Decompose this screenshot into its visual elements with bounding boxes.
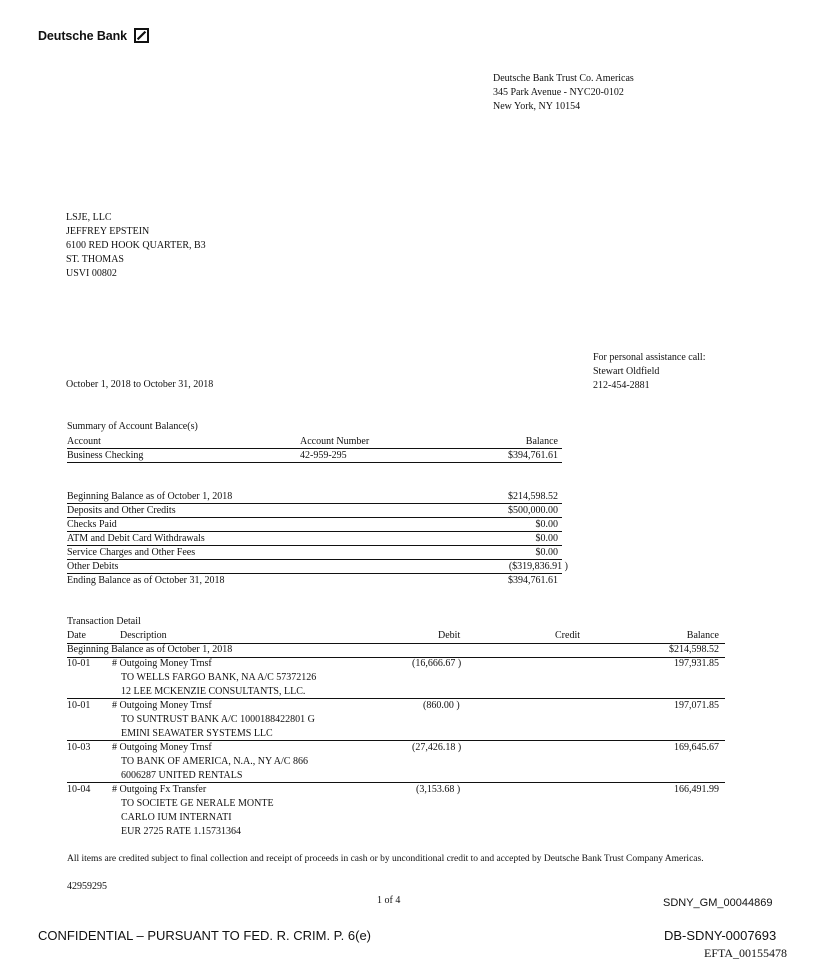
bates-number-sdny: SDNY_GM_00044869 — [663, 897, 773, 909]
assistance-line: For personal assistance call: — [593, 352, 706, 363]
transaction-description: EMINI SEAWATER SYSTEMS LLC — [121, 728, 273, 739]
transaction-description: TO SOCIETE GE NERALE MONTE — [121, 798, 274, 809]
balance-row — [67, 546, 562, 560]
balance-label: Deposits and Other Credits — [67, 505, 176, 516]
balance-amount: ($319,836.91 ) — [508, 561, 568, 572]
balance-amount: $500,000.00 — [508, 505, 558, 516]
balance-row — [67, 504, 562, 518]
balance-row — [67, 490, 562, 504]
transaction-description: # Outgoing Money Trnsf — [112, 658, 212, 669]
transaction-header-date: Date — [67, 630, 86, 641]
transaction-description: 6006287 UNITED RENTALS — [121, 770, 243, 781]
balance-amount: $0.00 — [535, 547, 558, 558]
transaction-description: TO SUNTRUST BANK A/C 1000188422801 G — [121, 714, 315, 725]
balance-label: Ending Balance as of October 31, 2018 — [67, 575, 225, 586]
summary-account-number: 42-959-295 — [300, 450, 347, 461]
assistance-line: 212-454-2881 — [593, 380, 650, 391]
recipient-line: JEFFREY EPSTEIN — [66, 226, 150, 237]
account-reference: 42959295 — [67, 881, 107, 892]
balance-label: Checks Paid — [67, 519, 117, 530]
bank-address-line: Deutsche Bank Trust Co. Americas — [493, 73, 634, 84]
summary-header-number: Account Number — [300, 436, 370, 447]
page-number: 1 of 4 — [377, 895, 401, 906]
transaction-debit: (3,153.68 ) — [416, 784, 461, 795]
transaction-debit: (16,666.67 ) — [412, 658, 462, 669]
bank-logo — [38, 28, 149, 43]
balance-row — [67, 518, 562, 532]
balance-amount: $394,761.61 — [508, 575, 558, 586]
summary-balance: $394,761.61 — [508, 450, 558, 461]
balance-row — [67, 532, 562, 546]
summary-header-row — [67, 435, 562, 449]
transaction-description: CARLO IUM INTERNATI — [121, 812, 232, 823]
transaction-debit: (27,426.18 ) — [412, 742, 462, 753]
summary-title: Summary of Account Balance(s) — [67, 421, 198, 432]
beginning-balance-amount: $214,598.52 — [669, 644, 719, 655]
transaction-balance: 197,931.85 — [674, 658, 719, 669]
transaction-description: # Outgoing Money Trnsf — [112, 742, 212, 753]
transaction-header-credit: Credit — [555, 630, 580, 641]
transaction-header-debit: Debit — [438, 630, 461, 641]
balance-label: Other Debits — [67, 561, 119, 572]
summary-header-account: Account — [67, 436, 101, 447]
transaction-balance: 197,071.85 — [674, 700, 719, 711]
beginning-balance-label: Beginning Balance as of October 1, 2018 — [67, 644, 233, 655]
recipient-line: LSJE, LLC — [66, 212, 112, 223]
deutsche-bank-slash-square-icon — [134, 28, 149, 43]
balance-label: Service Charges and Other Fees — [67, 547, 196, 558]
balance-label: Beginning Balance as of October 1, 2018 — [67, 491, 233, 502]
transaction-balance: 166,491.99 — [674, 784, 719, 795]
assistance-contact — [593, 351, 705, 393]
transaction-description: TO WELLS FARGO BANK, NA A/C 57372126 — [121, 672, 317, 683]
confidential-notice: CONFIDENTIAL – PURSUANT TO FED. R. CRIM. P. 6(e) — [38, 928, 372, 943]
summary-row — [67, 449, 562, 463]
summary-header-balance: Balance — [525, 436, 558, 447]
balance-label: ATM and Debit Card Withdrawals — [67, 533, 205, 544]
transaction-description: EUR 2725 RATE 1.15731364 — [121, 826, 241, 837]
balance-row — [67, 574, 562, 587]
balance-amount: $0.00 — [535, 519, 558, 530]
balance-amount: $0.00 — [535, 533, 558, 544]
transaction-description: TO BANK OF AMERICA, N.A., NY A/C 866 — [121, 756, 308, 767]
statement-period: October 1, 2018 to October 31, 2018 — [66, 379, 214, 390]
recipient-line: USVI 00802 — [66, 268, 117, 279]
transaction-description: # Outgoing Money Trnsf — [112, 700, 212, 711]
disclaimer: All items are credited subject to final collection and receipt of proceeds in cash or by unconditional credit to and accepted by Deutsche Bank Trust Company Americas. — [67, 854, 704, 864]
bank-name: Deutsche Bank — [38, 28, 128, 43]
bank-address — [493, 72, 634, 114]
transaction-date: 10-03 — [67, 742, 91, 753]
transaction-description: # Outgoing Fx Transfer — [112, 784, 207, 795]
transaction-header-description: Description — [120, 630, 167, 641]
transaction-title: Transaction Detail — [67, 616, 141, 627]
transaction-balance: 169,645.67 — [674, 742, 719, 753]
transaction-date: 10-01 — [67, 700, 91, 711]
transaction-header-balance: Balance — [686, 630, 719, 641]
bank-address-line: New York, NY 10154 — [493, 101, 581, 112]
transaction-description: 12 LEE MCKENZIE CONSULTANTS, LLC. — [121, 686, 306, 697]
recipient-line: ST. THOMAS — [66, 254, 124, 265]
balance-amount: $214,598.52 — [508, 491, 558, 502]
bates-number-efta: EFTA_00155478 — [704, 946, 788, 960]
recipient-line: 6100 RED HOOK QUARTER, B3 — [66, 240, 206, 251]
balance-row — [67, 560, 568, 574]
transaction-date: 10-04 — [67, 784, 91, 795]
bank-address-line: 345 Park Avenue - NYC20-0102 — [493, 87, 624, 98]
transaction-date: 10-01 — [67, 658, 91, 669]
transaction-debit: (860.00 ) — [423, 700, 460, 711]
assistance-line: Stewart Oldfield — [593, 366, 660, 377]
summary-account: Business Checking — [67, 450, 144, 461]
bates-number-db: DB-SDNY-0007693 — [664, 928, 777, 943]
recipient-address — [66, 211, 206, 281]
